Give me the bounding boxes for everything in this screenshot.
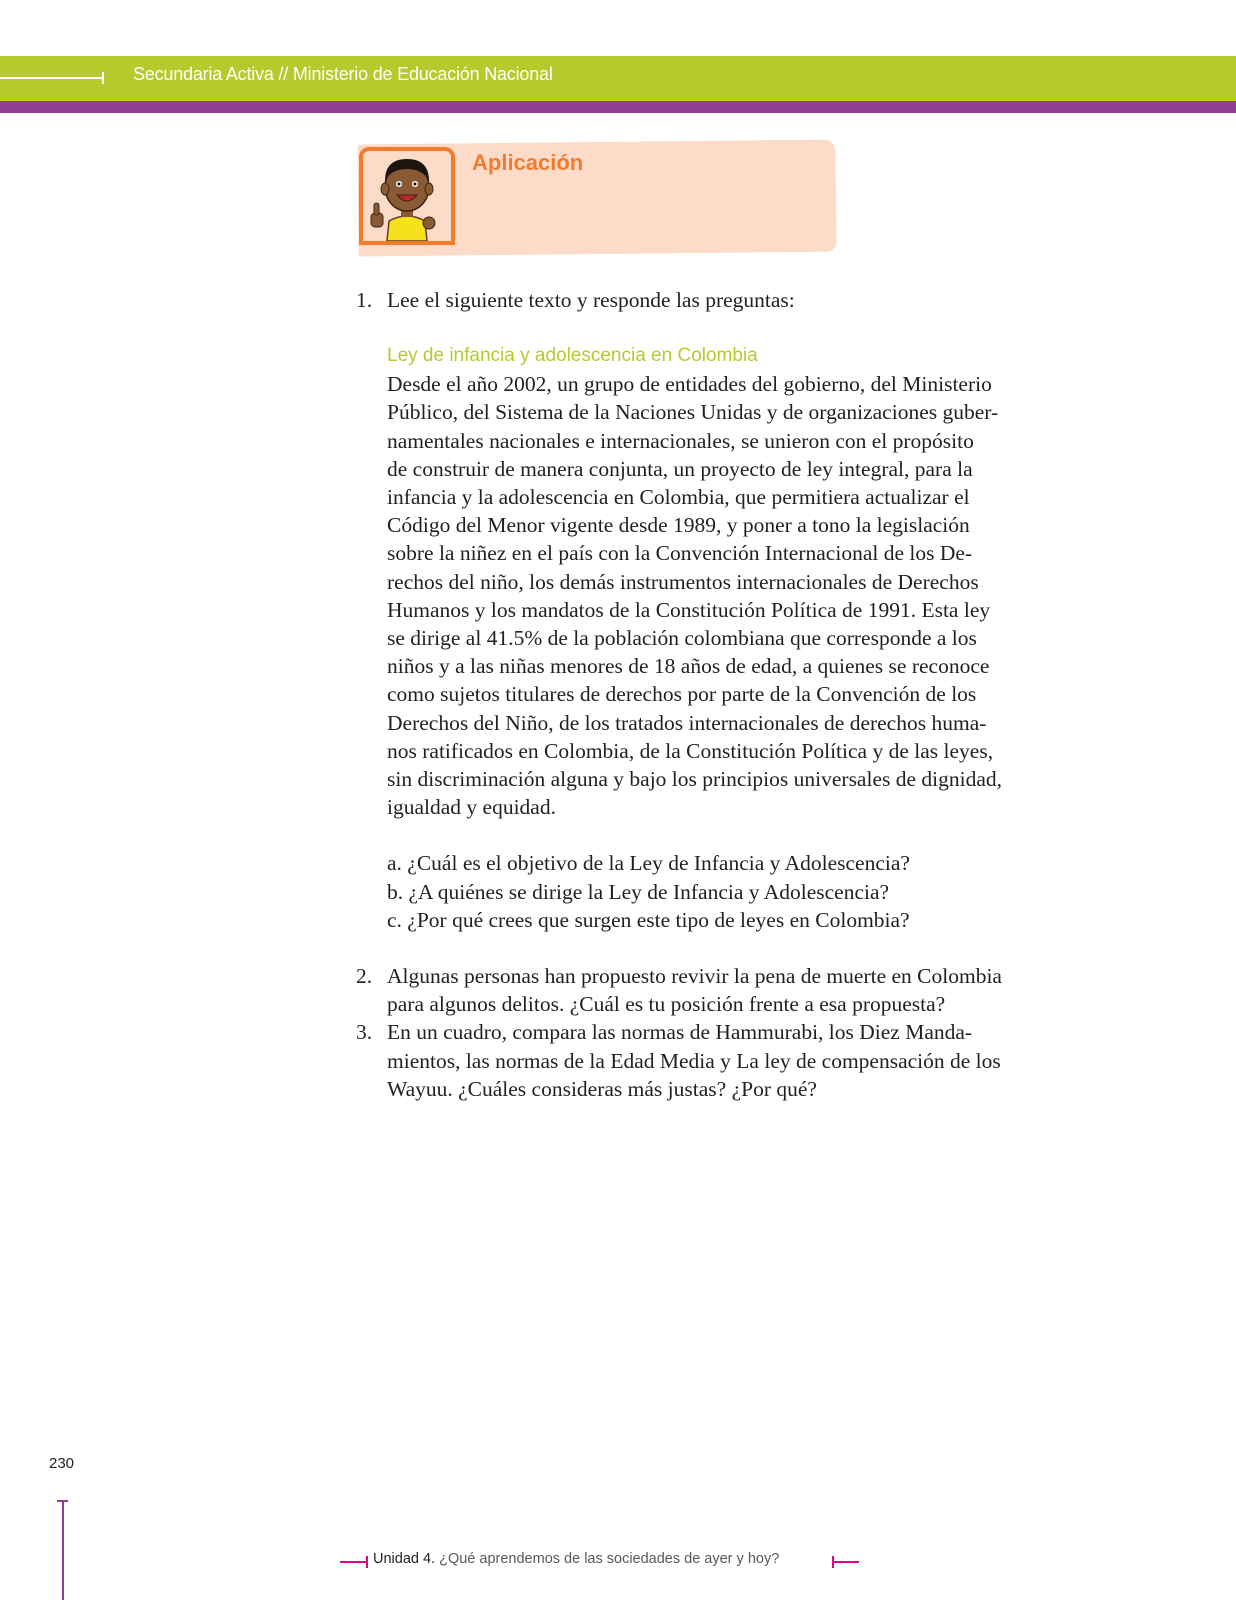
header-rule-cap [102,72,104,84]
reading-line: nos ratificados en Colombia, de la Constitución Política y de las leyes, [387,738,994,763]
footer-rule-left [340,1561,367,1563]
reading-line: igualdad y equidad. [387,795,556,820]
header-rule [0,77,104,79]
activity-instruction: Lee el siguiente texto y responde las preguntas: [387,288,795,312]
reading-line: de construir de manera conjunta, un proyecto de ley integral, para la [387,456,973,481]
question-b: b. ¿A quiénes se dirige la Ley de Infancia y Adolescencia? [387,879,890,904]
footer-rule-left-cap [366,1556,368,1568]
page-number: 230 [49,1455,75,1472]
activity-line: mientos, las normas de la Edad Media y La ley de compensación de los [387,1048,1001,1073]
header-stripe [0,101,1236,113]
reading-line: Humanos y los mandatos de la Constitución Política de 1991. Esta ley [387,597,991,622]
footer-rule-right [832,1561,859,1563]
activity-number: 3. [356,1020,373,1045]
section-title: Aplicación [472,150,584,175]
question-c: c. ¿Por qué crees que surgen este tipo de leyes en Colombia? [387,907,910,932]
reading-line: namentales nacionales e internacionales, se unieron con el propósito [387,428,974,453]
reading-line: Código del Menor vigente desde 1989, y poner a tono la legislación [387,513,970,538]
reading-line: sin discriminación alguna y bajo los principios universales de dignidad, [387,767,1003,792]
boy-thumbs-up-icon [359,147,455,245]
reading-line: niños y a las niñas menores de 18 años de edad, a quienes se reconoce [387,654,990,679]
activity-line: Algunas personas han propuesto revivir la pena de muerte en Colombia [387,964,1002,989]
activities [356,286,1076,1103]
reading-line: infancia y la adolescencia en Colombia, que permitiera actualizar el [387,485,970,510]
reading-title: Ley de infancia y adolescencia en Colombia [387,345,758,367]
reading-line: Desde el año 2002, un grupo de entidades del gobierno, del Ministerio [387,372,992,397]
activity-number: 2. [356,964,373,989]
activity-line: En un cuadro, compara las normas de Hammurabi, los Diez Manda- [387,1020,973,1045]
footer-title: ¿Qué aprendemos de las sociedades de ayer y hoy? [439,1551,780,1567]
footer [373,1551,779,1567]
reading-text [387,370,1076,821]
activity-line: para algunos delitos. ¿Cuál es tu posición frente a esa propuesta? [387,992,946,1017]
reading-line: sobre la niñez en el país con la Convención Internacional de los De- [387,541,973,566]
activity-1 [356,286,1076,934]
activity-2 [356,962,1076,1018]
side-rule [62,1500,64,1600]
footer-unit: Unidad 4. [373,1551,436,1567]
activity-3 [356,1018,1076,1103]
reading-line: rechos del niño, los demás instrumentos internacionales de Derechos [387,569,979,594]
reading-line: Derechos del Niño, de los tratados internacionales de derechos huma- [387,710,987,735]
reading-line: se dirige al 41.5% de la población colombiana que corresponde a los [387,626,977,651]
reading-line: Público, del Sistema de la Naciones Unidas y de organizaciones guber- [387,400,999,425]
activity-number: 1. [356,288,373,312]
activity-line: Wayuu. ¿Cuáles consideras más justas? ¿Por qué? [387,1076,817,1101]
reading-line: como sujetos titulares de derechos por parte de la Convención de los [387,682,977,707]
header-title: Secundaria Activa // Ministerio de Educación Nacional [133,64,553,84]
question-list [387,849,1076,934]
question-a: a. ¿Cuál es el objetivo de la Ley de Infancia y Adolescencia? [387,851,910,876]
